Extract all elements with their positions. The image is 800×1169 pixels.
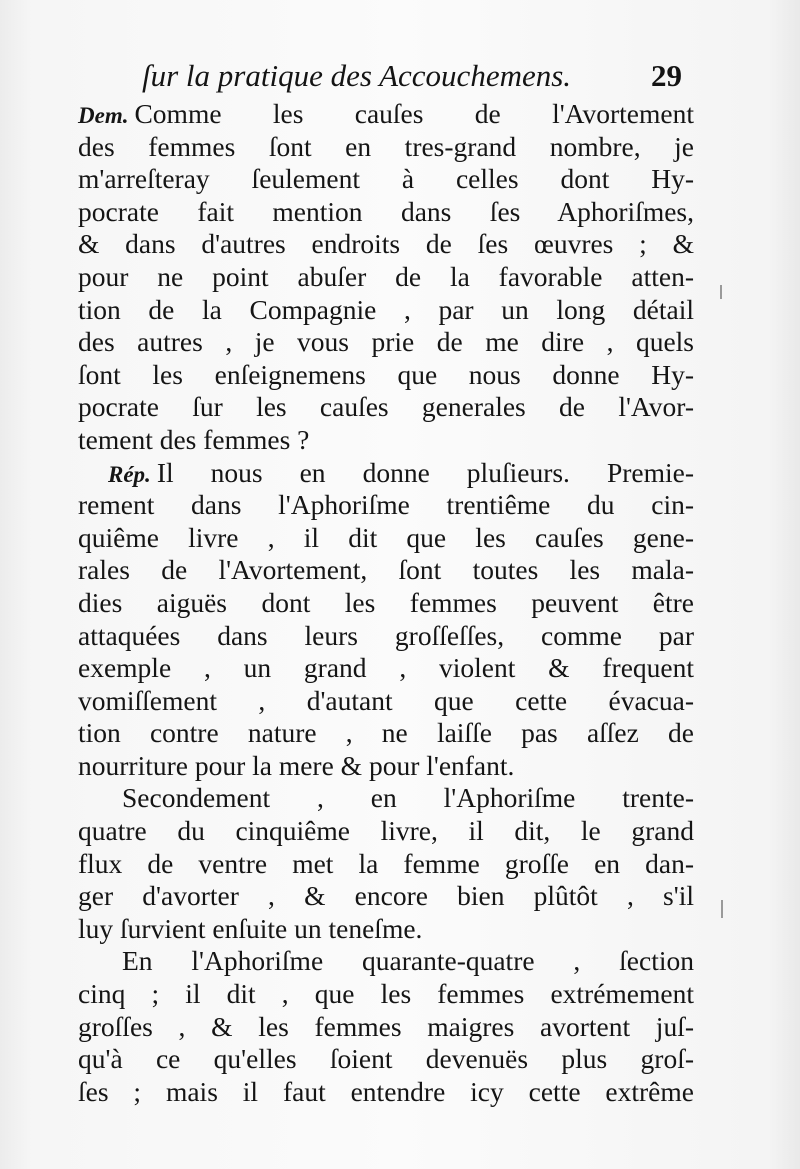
- text-line: rement dans l'Aphoriſme trentiême du cin-: [78, 489, 694, 521]
- text-line: luy ſurvient enſuite un teneſme.: [78, 912, 423, 944]
- text-line: En l'Aphoriſme quarante-quatre , ſection: [122, 945, 694, 977]
- text-line: ſes ; mais il faut entendre icy cette extrême: [78, 1075, 694, 1107]
- text-line: quiême livre , il dit que les cauſes gene-: [78, 521, 694, 553]
- text-line: quatre du cinquiême livre, il dit, le grand: [78, 815, 694, 847]
- text-line: cinq ; il dit , que les femmes extrémement: [78, 978, 694, 1010]
- text-line: des femmes ſont en tres-grand nombre, je: [78, 130, 694, 162]
- text-line: tion contre nature , ne laiſſe pas aſſez de: [78, 717, 694, 749]
- text-line: & dans d'autres endroits de ſes œuvres ; &: [78, 228, 694, 260]
- speaker-label-dem: Dem.: [78, 103, 129, 128]
- text-line: m'arreſteray ſeulement à celles dont Hy-: [78, 163, 694, 195]
- text-line: ger d'avorter , & encore bien plûtôt , s'il: [78, 880, 694, 912]
- body-text: [78, 98, 694, 1108]
- text-line: pour ne point abuſer de la favorable atten-: [78, 260, 694, 292]
- margin-mark: [720, 285, 722, 299]
- text-line: Secondement , en l'Aphoriſme trente-: [122, 782, 694, 814]
- running-head: [142, 58, 682, 98]
- speaker-label-rep: Rép.: [108, 461, 151, 487]
- text-line: rales de l'Avortement, ſont toutes les mala-: [78, 554, 694, 586]
- text-line: Rép. Il nous en donne pluſieurs. Premie-: [108, 456, 694, 488]
- text-line: flux de ventre met la femme groſſe en dan-: [78, 847, 694, 879]
- text-line: nourriture pour la mere & pour l'enfant.: [78, 749, 515, 781]
- text-line: groſſes , & les femmes maigres avortent juſ-: [78, 1010, 694, 1042]
- text-line: ſont les enſeignemens que nous donne Hy-: [78, 358, 694, 390]
- running-head-title: ſur la pratique des Accouchemens.: [142, 58, 572, 93]
- text-line: attaquées dans leurs groſſeſſes, comme par: [78, 619, 694, 651]
- page-number: 29: [651, 58, 682, 93]
- text-line: tion de la Compagnie , par un long détail: [78, 293, 694, 325]
- text-line: vomiſſement , d'autant que cette évacua-: [78, 684, 694, 716]
- text-line: des autres , je vous prie de me dire , quels: [78, 326, 694, 358]
- text-line: pocrate fait mention dans ſes Aphoriſmes,: [78, 195, 694, 227]
- text-line: pocrate ſur les cauſes generales de l'Avor-: [78, 391, 694, 423]
- text-line: qu'à ce qu'elles ſoient devenuës plus groſ-: [78, 1043, 694, 1075]
- text-line: dies aiguës dont les femmes peuvent être: [78, 586, 694, 618]
- text-line: exemple , un grand , violent & frequent: [78, 652, 694, 684]
- text-line: tement des femmes ?: [78, 423, 310, 455]
- text-line: Dem. Comme les cauſes de l'Avortement: [78, 98, 694, 129]
- margin-mark: [721, 900, 723, 918]
